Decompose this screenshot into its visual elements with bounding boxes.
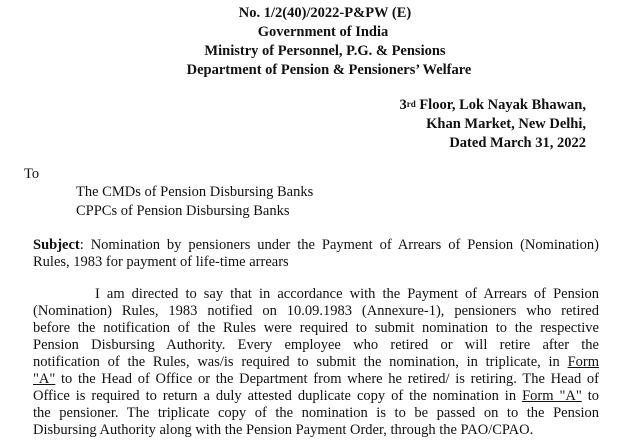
body-line-8: the pensioner. The triplicate copy of the nomination is to be passed on to the Pension [33, 405, 599, 421]
body-line-6 [33, 371, 599, 388]
body-paragraph [33, 286, 599, 439]
recipient-2: CPPCs of Pension Disbursing Banks [76, 203, 290, 219]
body-line-9: Disbursing Authority along with the Pension Payment Order, through the PAO/CPAO. [33, 422, 534, 438]
office-address [399, 96, 586, 153]
address-line-1 [399, 96, 586, 115]
floor-superscript: rd [406, 99, 416, 109]
recipients [76, 183, 313, 221]
letter-header [0, 4, 624, 80]
body-line-7 [33, 388, 599, 405]
body-line-6-text: to the Head of Office or the Department from where he retired/ is retiring. The Head of [55, 371, 599, 387]
letter-date: Dated March 31, 2022 [449, 135, 586, 151]
ministry-name: Ministry of Personnel, P.G. & Pensions [204, 43, 446, 59]
subject-text-1: : Nomination by pensioners under the Payment of Arrears of Pension (Nomination) [79, 237, 599, 253]
address-line-2: Khan Market, New Delhi, [426, 116, 586, 132]
body-line-7-end: to [581, 388, 599, 404]
body-line-1: I am directed to say that in accordance with the Payment of Arrears of Pension [95, 286, 599, 302]
recipient-1: The CMDs of Pension Disbursing Banks [76, 184, 314, 200]
file-number: No. 1/2(40)/2022-P&PW (E) [238, 5, 412, 21]
body-line-4: Pension Disbursing Authority. Every employee who retired or will retire after the [33, 337, 599, 353]
form-a-link-1: Form [567, 354, 599, 370]
floor-rest: Floor, Lok Nayak Bhawan, [415, 97, 586, 113]
subject [33, 237, 599, 271]
subject-label: Subject [33, 237, 80, 253]
department-name: Department of Pension & Pensioners’ Welfare [186, 62, 472, 78]
body-line-5-text: notification of the Rules, was/is required to submit the nomination, in triplicate, in [33, 354, 568, 370]
government-name: Government of India [257, 24, 389, 40]
form-a-link-2: Form "A" [522, 388, 582, 404]
body-line-7-text: Office is required to return a duly attested duplicate copy of the nomination in [33, 388, 523, 404]
body-line-5 [33, 354, 599, 371]
form-a-link-1b: "A" [33, 371, 56, 387]
floor-number: 3 [399, 97, 407, 113]
body-line-3: before the notification of the Rules were required to submit nomination to the respective [33, 320, 599, 336]
body-line-2: (Nomination) Rules, 1983 notified on 10.09.1983 (Annexure-1), pensioners who retired [33, 303, 599, 319]
to-label: To [24, 166, 40, 182]
subject-line-1 [33, 237, 599, 254]
subject-line-2: Rules, 1983 for payment of life-time arrears [33, 254, 289, 270]
